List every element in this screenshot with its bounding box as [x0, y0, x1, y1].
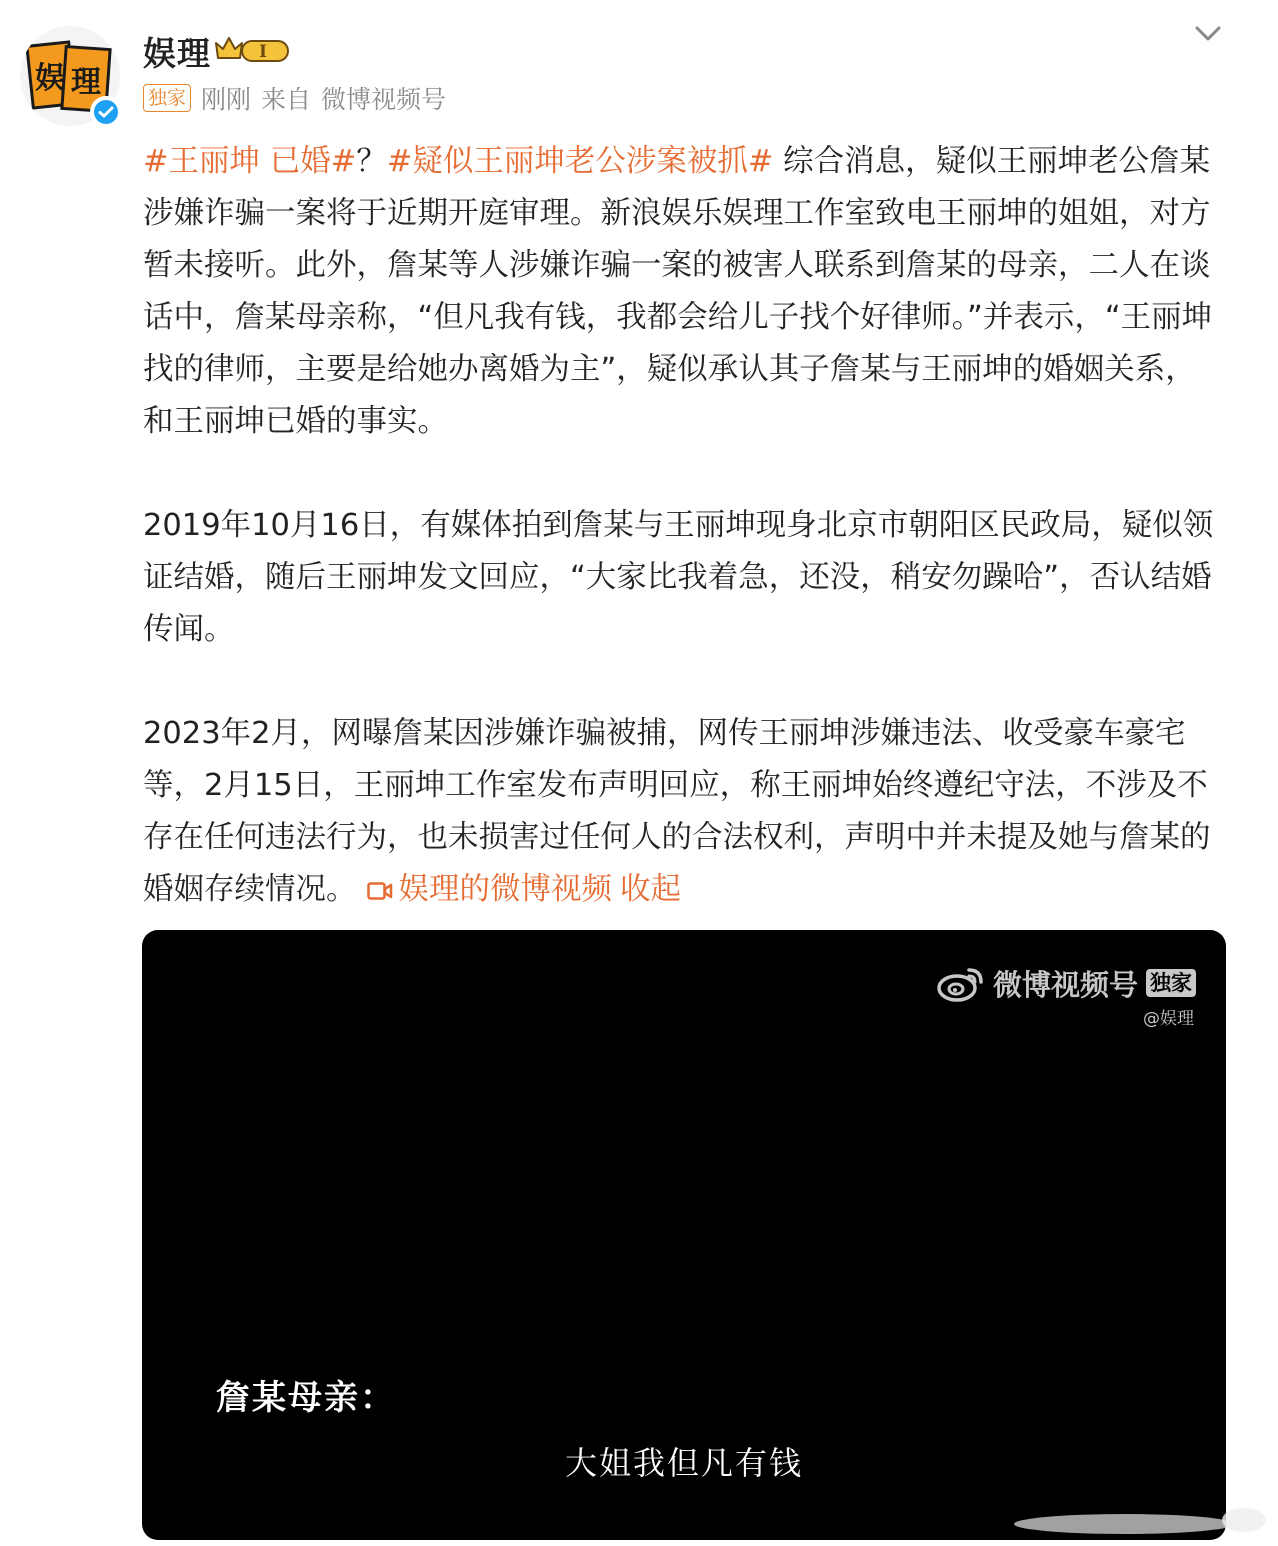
post-body [143, 136, 1223, 916]
weibo-logo-icon [937, 964, 985, 1002]
post-header [0, 0, 1278, 130]
verified-icon [90, 96, 122, 128]
paragraph-3-text: 2023年2月，网曝詹某因涉嫌诈骗被捕，网传王丽坤涉嫌违法、收受豪车豪宅等，2月15日，王丽坤工作室发布声明回应，称王丽坤始终遵纪守法，不涉及不存在任何违法行为，也未损害过任何人的合法权利，声明中并未提及她与詹某的婚姻存续情况。 [143, 716, 1211, 907]
video-link[interactable] [357, 872, 613, 907]
video-subtitle: 大姐我但凡有钱 [564, 1444, 803, 1482]
post-paragraph-3 [143, 708, 1223, 916]
video-speaker-label: 詹某母亲： [216, 1378, 396, 1418]
vip-crown-icon[interactable] [214, 33, 294, 65]
user-name[interactable]: 娱理 [143, 34, 211, 73]
topic-link-arrest[interactable]: #疑似王丽坤老公涉案被抓# [386, 144, 774, 179]
exclusive-tag: 独家 [143, 84, 191, 112]
topic-separator: ？ [356, 144, 387, 179]
collapse-button[interactable]: 收起 [620, 872, 681, 907]
post-source[interactable]: 微博视频号 [321, 85, 447, 114]
source-prefix: 来自 [261, 85, 312, 114]
video-camera-icon [367, 880, 393, 902]
watermark [937, 962, 1196, 1004]
level-badge: I [259, 42, 267, 62]
chevron-down-icon[interactable] [1193, 18, 1223, 48]
post-paragraph-2: 2019年10月16日，有媒体拍到詹某与王丽坤现身北京市朝阳区民政局，疑似领证结婚，随后王丽坤发文回应，“大家比我着急，还没，稍安勿躁哈”，否认结婚传闻。 [143, 508, 1214, 647]
watermark-blur-icon [1004, 1500, 1274, 1540]
topic-link-married[interactable]: #王丽坤 已婚# [143, 144, 357, 179]
avatar-char-2: 理 [71, 65, 101, 100]
post-time: 刚刚 [201, 85, 252, 114]
video-player[interactable] [142, 930, 1226, 1540]
watermark-tag: 独家 [1146, 969, 1196, 997]
watermark-brand: 微博视频号 [992, 967, 1138, 1002]
paragraph-1-text: 综合消息，疑似王丽坤老公詹某涉嫌诈骗一案将于近期开庭审理。新浪娱乐娱理工作室致电王丽坤的姐姐，对方暂未接听。此外，詹某等人涉嫌诈骗一案的被害人联系到詹某的母亲，二人在谈话中，詹某母亲称，“但凡我有钱，我都会给儿子找个好律师。”并表示，“王丽坤找的律师，主要是给她办离婚为主”，疑似承认其子詹某与王丽坤的婚姻关系，和王丽坤已婚的事实。 [143, 144, 1213, 439]
video-link-label[interactable]: 娱理的微博视频 [398, 872, 612, 907]
avatar-char-1: 娱 [35, 61, 65, 96]
watermark-handle: @娱理 [1143, 1009, 1194, 1029]
post-meta [143, 82, 446, 114]
avatar[interactable] [20, 26, 120, 126]
post-paragraph-1 [143, 136, 1223, 448]
